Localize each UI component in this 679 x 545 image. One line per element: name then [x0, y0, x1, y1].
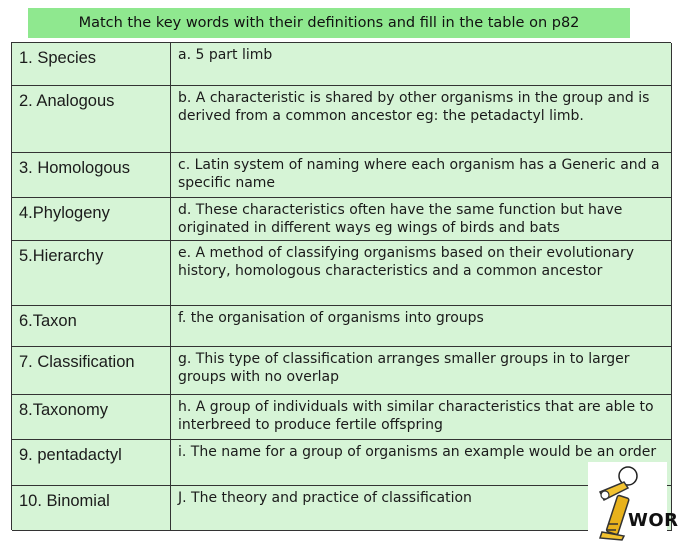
key-words-table — [11, 42, 671, 530]
table-row — [12, 43, 672, 86]
key-word-cell: 3. Homologous — [12, 153, 171, 198]
table-row — [12, 198, 672, 241]
key-word-cell: 8.Taxonomy — [12, 395, 171, 440]
table-row — [12, 395, 672, 440]
key-word-cell: 6.Taxon — [12, 306, 171, 347]
definition-cell: i. The name for a group of organisms an example would be an order — [171, 440, 672, 486]
definition-cell: d. These characteristics often have the same function but have originated in different ways eg wings of birds and bats — [171, 198, 672, 241]
definition-cell: f. the organisation of organisms into groups — [171, 306, 672, 347]
key-word-cell: 7. Classification — [12, 347, 171, 395]
page-title: Match the key words with their definitions and fill in the table on p82 — [28, 8, 630, 38]
definition-cell: g. This type of classification arranges smaller groups in to larger groups with no overlap — [171, 347, 672, 395]
table-row — [12, 306, 672, 347]
key-word-cell: 5.Hierarchy — [12, 241, 171, 306]
key-word-cell: 9. pentadactyl — [12, 440, 171, 486]
key-word-cell: 10. Binomial — [12, 486, 171, 531]
key-words-clipart — [588, 462, 679, 540]
definition-cell: h. A group of individuals with similar characteristics that are able to interbreed to produce fertile offspring — [171, 395, 672, 440]
definition-cell: J. The theory and practice of classification — [171, 486, 672, 531]
table-row — [12, 347, 672, 395]
definition-cell: c. Latin system of naming where each organism has a Generic and a specific name — [171, 153, 672, 198]
definition-cell: a. 5 part limb — [171, 43, 672, 86]
key-word-cell: 1. Species — [12, 43, 171, 86]
definition-cell: e. A method of classifying organisms based on their evolutionary history, homologous characteristics and a common ancestor — [171, 241, 672, 306]
key-word-cell: 2. Analogous — [12, 86, 171, 153]
table-row — [12, 86, 672, 153]
table-row — [12, 486, 672, 531]
table-row — [12, 153, 672, 198]
definition-cell: b. A characteristic is shared by other organisms in the group and is derived from a common ancestor eg: the petadactyl limb. — [171, 86, 672, 153]
key-word-cell: 4.Phylogeny — [12, 198, 171, 241]
table-row — [12, 440, 672, 486]
table-row — [12, 241, 672, 306]
clipart-word: WOR — [628, 510, 679, 531]
